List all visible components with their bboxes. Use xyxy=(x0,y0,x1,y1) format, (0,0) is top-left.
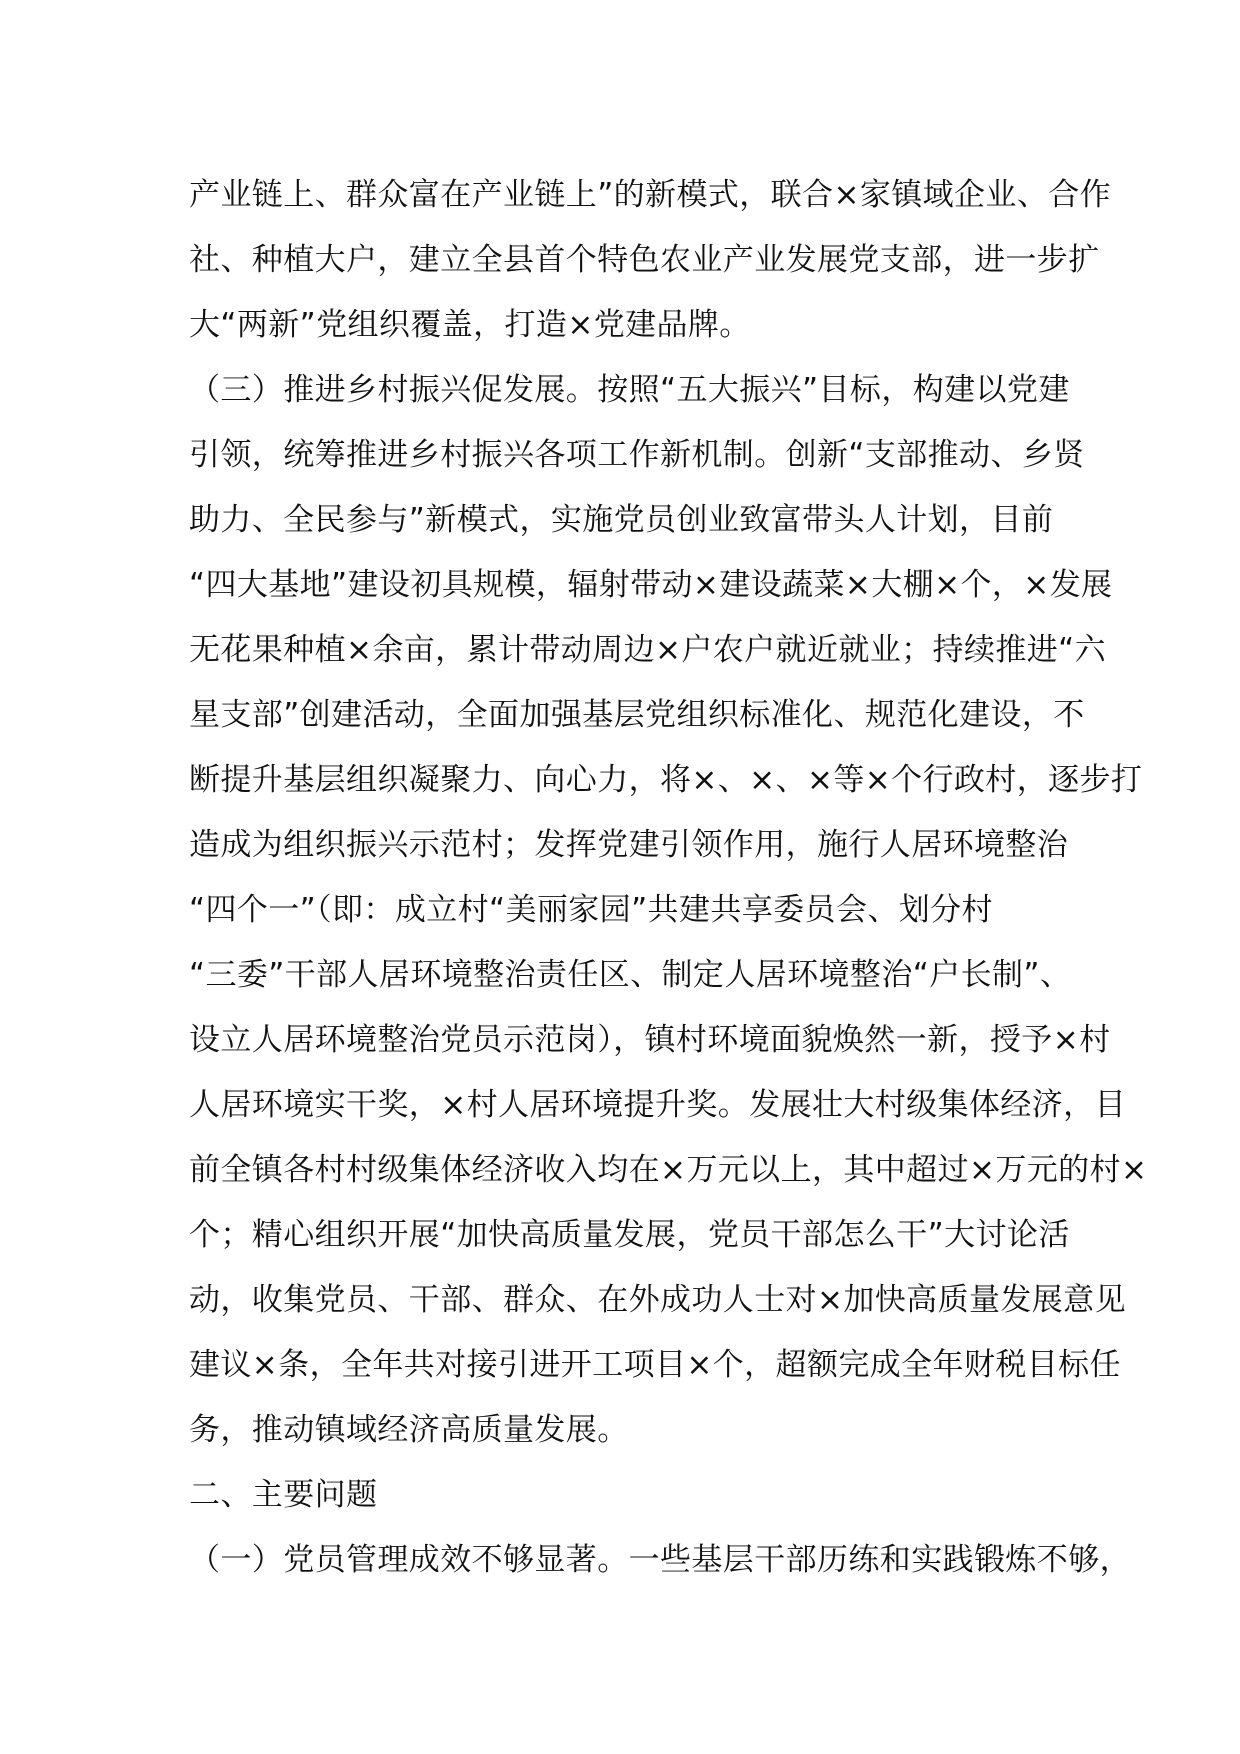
text-line: 星支部”创建活动，全面加强基层党组织标准化、规范化建设，不 xyxy=(189,697,1085,733)
text-line: “三委”干部人居环境整治责任区、制定人居环境整治“户长制”、 xyxy=(189,957,1072,993)
text-line: 助力、全民参与”新模式，实施党员创业致富带头人计划，目前 xyxy=(189,502,1054,538)
text-line: 个；精心组织开展“加快高质量发展，党员干部怎么干”大讨论活 xyxy=(189,1217,1070,1253)
text-line: 设立人居环境整治党员示范岗），镇村环境面貌焕然一新，授予×村 xyxy=(189,1022,1111,1058)
text-line: 社、种植大户，建立全县首个特色农业产业发展党支部，进一步扩 xyxy=(189,242,1100,278)
section-heading-line: （三）推进乡村振兴促发展。按照“五大振兴”目标，构建以党建 xyxy=(189,372,1070,408)
body-text xyxy=(189,163,1148,1593)
text-line: 引领，统筹推进乡村振兴各项工作新机制。创新“支部推动、乡贤 xyxy=(189,437,1085,473)
text-line: 无花果种植×余亩，累计带动周边×户农户就近就业；持续推进“六 xyxy=(189,632,1107,668)
text-line: “四个一”（即：成立村“美丽家园”共建共享委员会、划分村 xyxy=(189,892,993,928)
text-line: 动，收集党员、干部、群众、在外成功人士对×加快高质量发展意见 xyxy=(189,1282,1126,1318)
text-line: 造成为组织振兴示范村；发挥党建引领作用，施行人居环境整治 xyxy=(189,827,1069,863)
subsection-heading-line: （一）党员管理成效不够显著。一些基层干部历练和实践锻炼不够， xyxy=(189,1542,1131,1578)
text-line: 大“两新”党组织覆盖，打造×党建品牌。 xyxy=(189,307,751,343)
text-line: 断提升基层组织凝聚力、向心力，将×、×、×等×个行政村，逐步打 xyxy=(189,762,1143,798)
text-line: 前全镇各村村级集体经济收入均在×万元以上，其中超过×万元的村× xyxy=(189,1152,1148,1188)
section-title: 二、主要问题 xyxy=(189,1477,378,1513)
text-line: 人居环境实干奖，×村人居环境提升奖。发展壮大村级集体经济，目 xyxy=(189,1087,1126,1123)
text-line: 产业链上、群众富在产业链上”的新模式，联合×家镇域企业、合作 xyxy=(189,177,1112,213)
text-line: “四大基地”建设初具规模，辐射带动×建设蔬菜×大棚×个，×发展 xyxy=(189,567,1113,603)
text-line: 务，推动镇域经济高质量发展。 xyxy=(189,1412,629,1448)
text-line: 建议×条，全年共对接引进开工项目×个，超额完成全年财税目标任 xyxy=(189,1347,1121,1383)
